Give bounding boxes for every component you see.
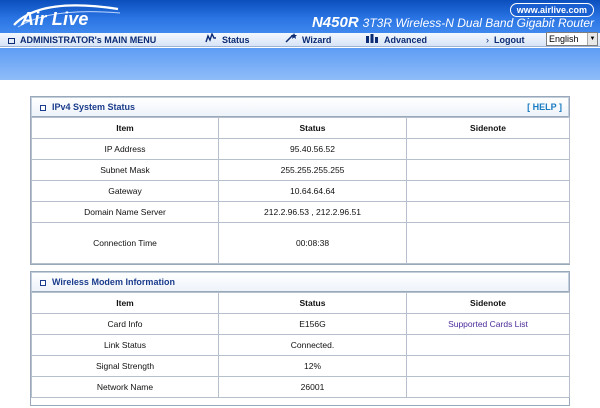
column-header-item: Item xyxy=(32,118,219,139)
row-item: Network Name xyxy=(32,377,219,398)
chevron-down-icon: ▼ xyxy=(587,33,597,45)
wizard-wand-icon xyxy=(285,33,297,47)
table-header-row xyxy=(32,293,570,314)
row-sidenote xyxy=(407,139,570,160)
row-item: Domain Name Server xyxy=(32,202,219,223)
airlive-logo[interactable] xyxy=(10,3,122,31)
row-sidenote xyxy=(407,377,570,398)
row-status: 10.64.64.64 xyxy=(219,181,407,202)
menu-advanced[interactable] xyxy=(365,33,427,47)
menu-status[interactable] xyxy=(205,33,250,47)
row-sidenote xyxy=(407,223,570,264)
menu-admin-label: ADMINISTRATOR's MAIN MENU xyxy=(20,35,157,45)
column-header-status: Status xyxy=(219,118,407,139)
site-url-link[interactable]: www.airlive.com xyxy=(510,3,594,17)
model-description: 3T3R Wireless-N Dual Band Gigabit Router xyxy=(362,16,594,30)
column-header-item: Item xyxy=(32,293,219,314)
menu-wizard[interactable] xyxy=(285,33,331,47)
row-item: Subnet Mask xyxy=(32,160,219,181)
wireless-modem-table xyxy=(31,292,570,398)
row-item: Link Status xyxy=(32,335,219,356)
menu-wizard-label: Wizard xyxy=(302,35,332,45)
menu-admin-main[interactable] xyxy=(8,33,156,47)
row-sidenote xyxy=(407,356,570,377)
supported-cards-link[interactable]: Supported Cards List xyxy=(448,319,528,329)
table-row xyxy=(32,202,570,223)
menu-logout-label: Logout xyxy=(494,35,525,45)
table-row xyxy=(32,335,570,356)
menu-logout[interactable] xyxy=(486,33,525,47)
language-select[interactable] xyxy=(546,32,598,46)
row-status: 00:08:38 xyxy=(219,223,407,264)
language-selected-value: English xyxy=(549,34,579,44)
square-bullet-icon xyxy=(40,105,46,111)
square-bullet-icon xyxy=(40,280,46,286)
row-sidenote xyxy=(407,181,570,202)
wireless-modem-panel xyxy=(30,271,570,406)
row-item: Signal Strength xyxy=(32,356,219,377)
table-row xyxy=(32,314,570,335)
column-header-status: Status xyxy=(219,293,407,314)
row-status: E156G xyxy=(219,314,407,335)
row-sidenote xyxy=(407,314,570,335)
ipv4-status-table xyxy=(31,117,570,264)
table-row xyxy=(32,181,570,202)
table-row xyxy=(32,356,570,377)
header-banner xyxy=(0,48,600,80)
column-header-sidenote: Sidenote xyxy=(407,118,570,139)
row-sidenote xyxy=(407,335,570,356)
table-row xyxy=(32,160,570,181)
modem-panel-title xyxy=(31,272,569,292)
row-item: Card Info xyxy=(32,314,219,335)
menu-status-label: Status xyxy=(222,35,250,45)
row-status: 212.2.96.53 , 212.2.96.51 xyxy=(219,202,407,223)
row-sidenote xyxy=(407,160,570,181)
status-monitor-icon xyxy=(205,33,217,47)
ipv4-status-panel xyxy=(30,96,570,265)
ipv4-title-text: IPv4 System Status xyxy=(52,102,136,112)
help-link[interactable]: [ HELP ] xyxy=(527,102,562,112)
menu-advanced-label: Advanced xyxy=(384,35,428,45)
table-row xyxy=(32,223,570,264)
model-title xyxy=(312,15,594,31)
advanced-tools-icon xyxy=(365,33,379,47)
brand-text: Air Live xyxy=(21,9,89,29)
header-bar xyxy=(0,0,600,33)
model-name: N450R xyxy=(311,14,359,31)
row-status: 255.255.255.255 xyxy=(219,160,407,181)
arrow-right-icon: › xyxy=(486,35,489,45)
row-item: Gateway xyxy=(32,181,219,202)
table-row xyxy=(32,377,570,398)
ipv4-panel-title xyxy=(31,97,569,117)
row-status: 12% xyxy=(219,356,407,377)
main-content xyxy=(0,80,600,408)
square-bullet-icon xyxy=(8,38,15,44)
column-header-sidenote: Sidenote xyxy=(407,293,570,314)
row-status: 95.40.56.52 xyxy=(219,139,407,160)
row-item: Connection Time xyxy=(32,223,219,264)
modem-title-text: Wireless Modem Information xyxy=(52,277,175,287)
row-status: Connected. xyxy=(219,335,407,356)
table-row xyxy=(32,139,570,160)
table-header-row xyxy=(32,118,570,139)
row-sidenote xyxy=(407,202,570,223)
row-status: 26001 xyxy=(219,377,407,398)
main-menu-bar xyxy=(0,33,600,47)
row-item: IP Address xyxy=(32,139,219,160)
